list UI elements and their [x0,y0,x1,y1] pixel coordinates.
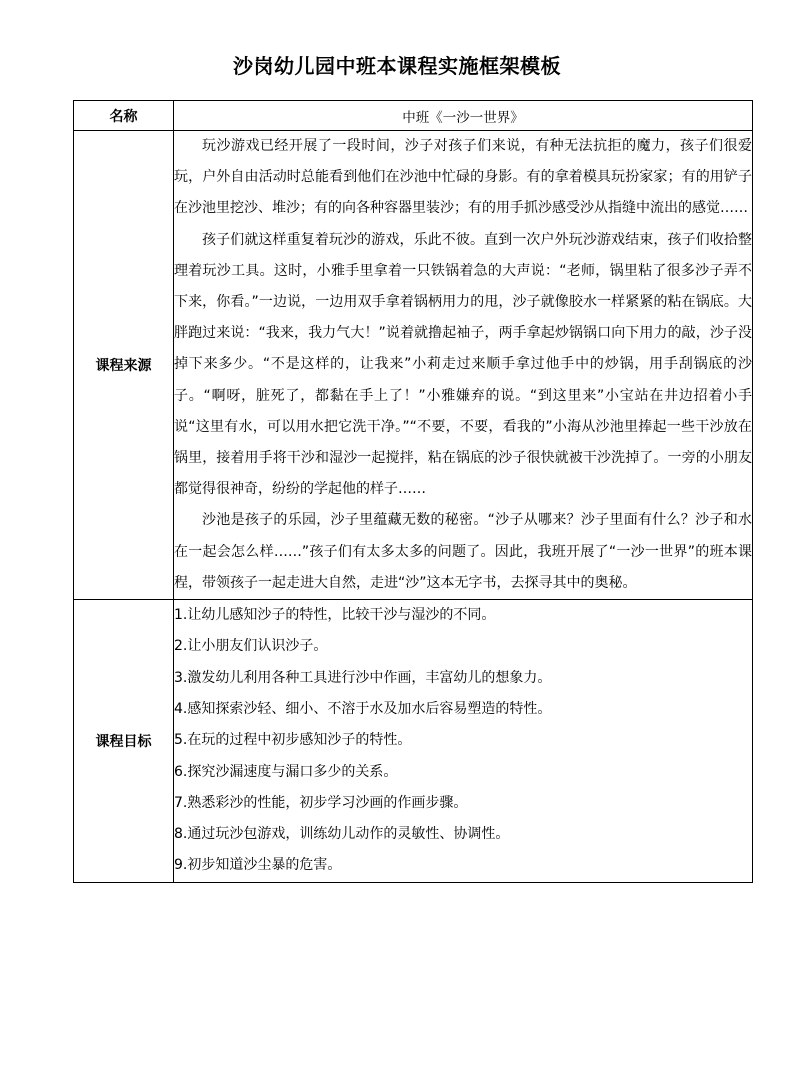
source-label: 课程来源 [74,131,174,600]
source-paragraph: 孩子们就这样重复着玩沙的游戏，乐此不彼。直到一次户外玩沙游戏结束，孩子们收拾整理着玩沙工具。这时，小雅手里拿着一只铁锅着急的大声说：“老师，锅里粘了很多沙子弄不下来，你看。”一边说，一边用双手拿着锅柄用力的甩，沙子就像胶水一样紧紧的粘在锅底。大胖跑过来说：“我来，我力气大！”说着就撸起袖子，两手拿起炒锅锅口向下用力的敲，沙子没掉下来多少。“不是这样的，让我来”小莉走过来顺手拿过他手中的炒锅，用手刮锅底的沙子。“啊呀，脏死了，都黏在手上了！”小雅嫌弃的说。“到这里来”小宝站在井边招着小手说“这里有水，可以用水把它洗干净。”“不要，不要，看我的”小海从沙池里捧起一些干沙放在锅里，接着用手将干沙和湿沙一起搅拌，粘在锅底的沙子很快就被干沙洗掉了。一旁的小朋友都觉得很神奇，纷纷的学起他的样子…… [174,231,752,498]
curriculum-framework-table [73,100,753,883]
name-row [74,101,753,131]
goal-item: 8.通过玩沙包游戏，训练幼儿动作的灵敏性、协调性。 [174,826,510,843]
goal-item: 6.探究沙漏速度与漏口多少的关系。 [174,763,398,780]
page-title: 沙岗幼儿园中班本课程实施框架模板 [233,54,561,78]
goal-item: 3.激发幼儿利用各种工具进行沙中作画，丰富幼儿的想象力。 [174,669,552,686]
goal-item: 9.初步知道沙尘暴的危害。 [174,857,342,874]
source-text-cell [174,131,753,600]
source-row [74,131,753,600]
goals-list [174,600,753,883]
name-label: 名称 [74,101,174,131]
source-paragraph: 玩沙游戏已经开展了一段时间，沙子对孩子们来说，有种无法抗拒的魔力，孩子们很爱玩，户外自由活动时总能看到他们在沙池中忙碌的身影。有的拿着模具玩扮家家；有的用铲子在沙池里挖沙、堆沙；有的向各种容器里装沙；有的用手抓沙感受沙从指缝中流出的感觉…… [174,138,752,217]
goal-item: 7.熟悉彩沙的性能，初步学习沙画的作画步骤。 [174,794,468,811]
goals-label: 课程目标 [74,600,174,883]
source-paragraph: 沙池是孩子的乐园，沙子里蕴藏无数的秘密。“沙子从哪来？沙子里面有什么？沙子和水在一起会怎么样……”孩子们有太多太多的问题了。因此，我班开展了“一沙一世界”的班本课程，带领孩子一起走进大自然，走进“沙”这本无字书，去探寻其中的奥秘。 [174,512,752,591]
course-name-value: 中班《一沙一世界》 [174,101,753,131]
goal-item: 5.在玩的过程中初步感知沙子的特性。 [174,732,412,749]
goals-row [74,600,753,883]
goal-item: 1.让幼儿感知沙子的特性，比较干沙与湿沙的不同。 [174,607,496,624]
goal-item: 2.让小朋友们认识沙子。 [174,638,328,655]
goal-item: 4.感知探索沙轻、细小、不溶于水及加水后容易塑造的特性。 [174,700,552,717]
